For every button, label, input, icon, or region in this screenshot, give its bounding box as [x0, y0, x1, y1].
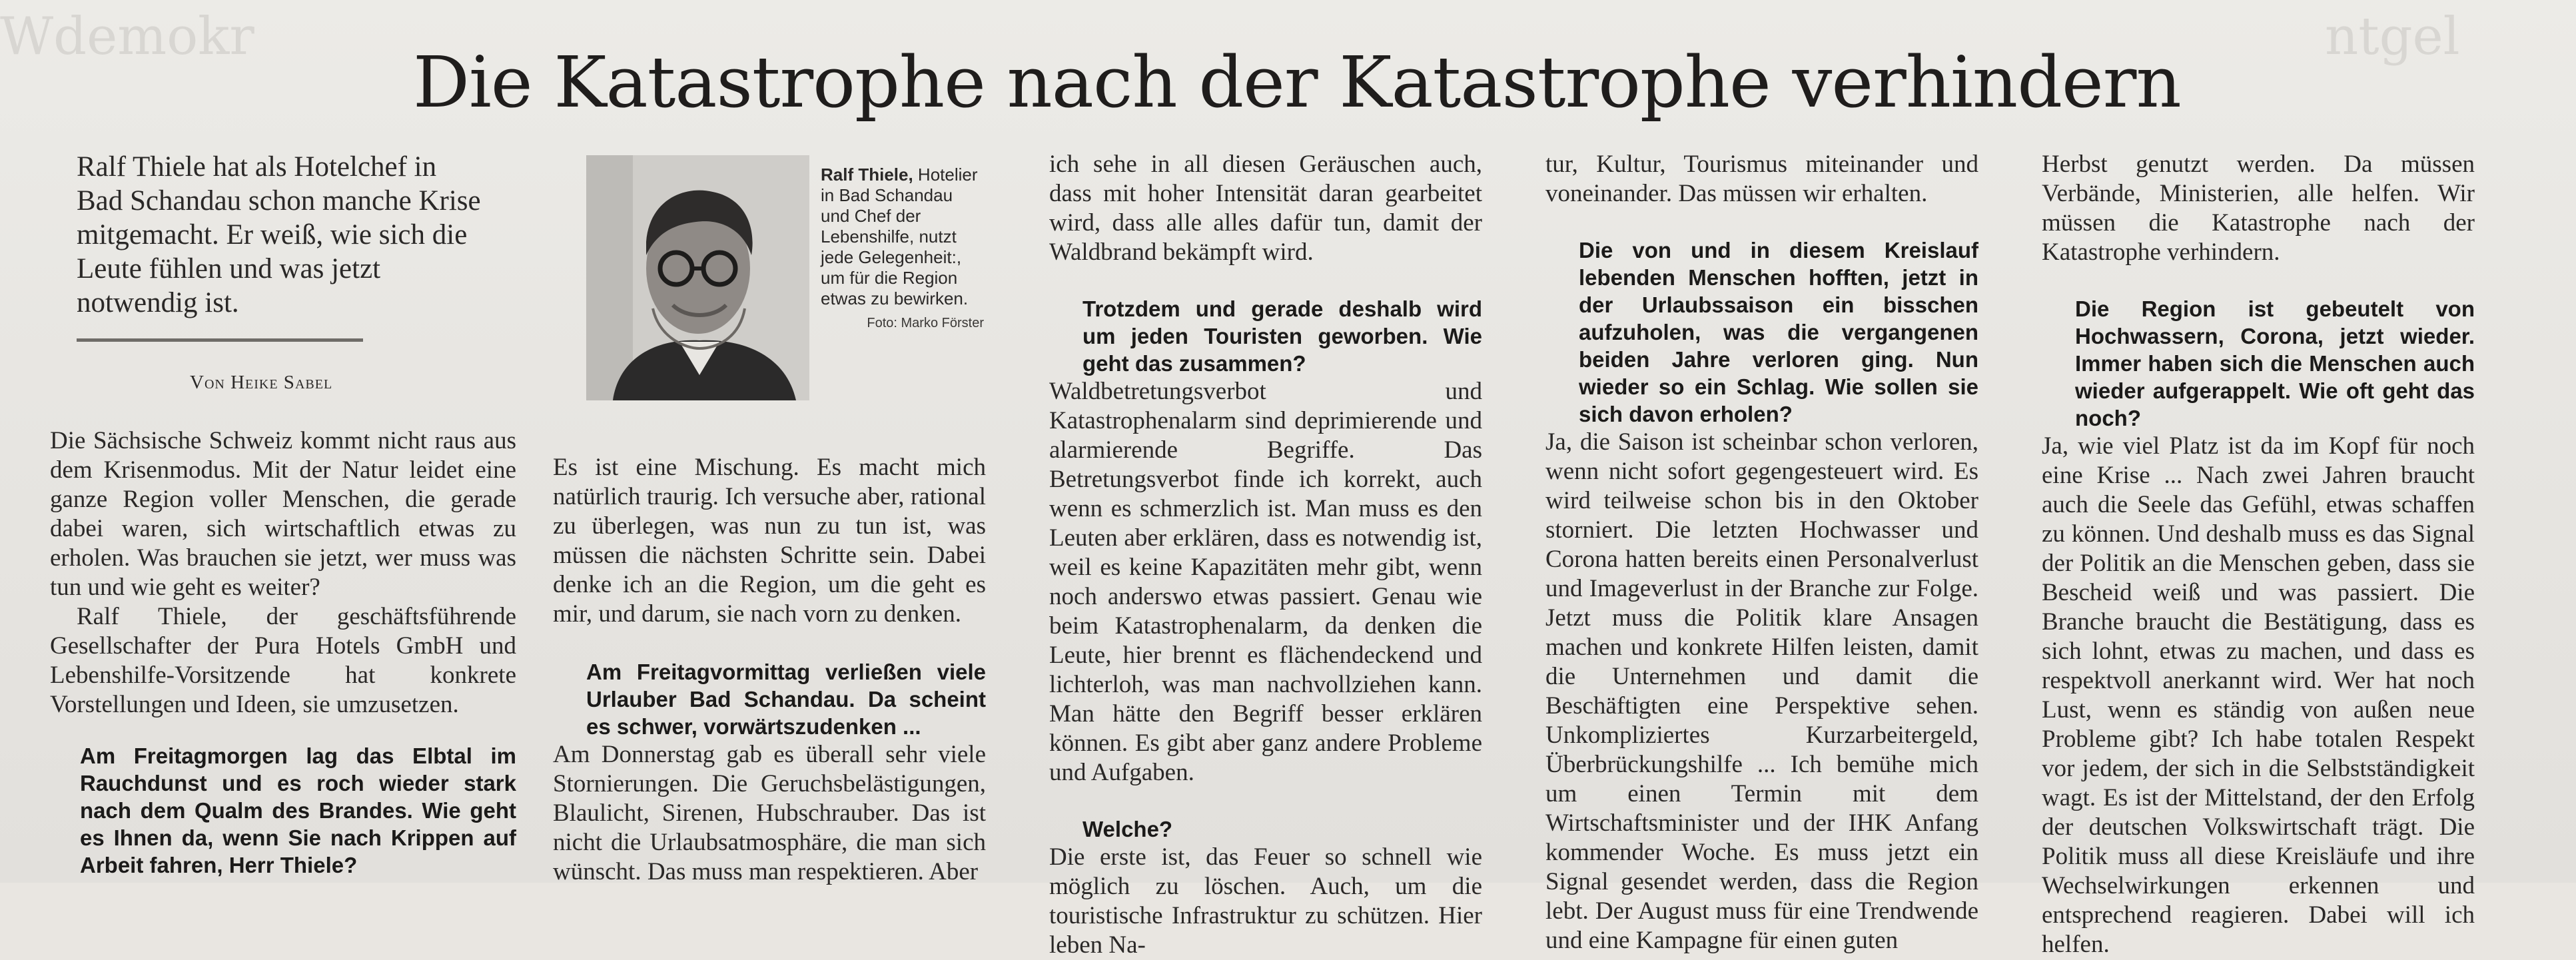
teaser-rule — [77, 338, 363, 342]
portrait-illustration — [586, 155, 809, 400]
interview-question: Die Region ist gebeutelt von Hochwassern, Corona, jetzt wieder. Immer haben sich die Menschen auch wieder aufgerappelt. Wie oft geht das noch? — [2075, 296, 2475, 430]
caption-text: Hotelier in Bad Schandau und Chef der Lebenshilfe, nutzt jede Gelegenheit:, um für die Region etwas zu bewirken. — [821, 165, 978, 308]
body-paragraph: tur, Kultur, Tourismus miteinander und voneinander. Das müssen wir erhalten. — [1545, 151, 1978, 207]
body-paragraph: Waldbetretungsverbot und Katastrophenalarm sind deprimierende und alarmierende Begriffe. Das Betretungsverbot finde ich korrekt, auch wenn es schmerzlich ist. Man muss es den Leuten aber erklären, dass es notwendig ist, weil es keine Kapazitäten mehr gibt, wenn noch anderswo etwas passiert. Genau wie beim Katastrophenalarm, da denken die Leute, hier brennt es flächendeckend und lichterloh, was man nachvollziehen kann. Man hätte den Begriff besser erklären können. Es gibt aber ganz andere Probleme und Aufgaben. — [1049, 378, 1482, 786]
portrait-photo — [586, 155, 809, 400]
interview-question: Am Freitagvormittag verließen viele Urlauber Bad Schandau. Da scheint es schwer, vorwärtszudenken ... — [586, 660, 986, 739]
body-paragraph: Ja, wie viel Platz ist da im Kopf für noch eine Krise ... Nach zwei Jahren braucht auch die Seele das Gefühl, etwas schaffen zu können. Und deshalb muss es das Signal der Politik an die Menschen geben, dass sie Bescheid weiß und was passiert. Die Branche braucht die Bestätigung, dass es sich lohnt, etwas zu machen, und dass es respektvoll anerkannt wird. Wer hat noch Lust, wenn es ständig von außen neue Probleme gibt? Ich habe totalen Respekt vor jedem, der sich in die Selbstständigkeit wagt. Es ist der Mittelstand, der den Erfolg der deutschen Volkswirtschaft trägt. Die Politik muss all diese Kreisläufe und ihre Wechselwirkungen erkennen und entsprechend reagieren. Dabei will ich helfen. — [2042, 432, 2475, 958]
body-paragraph: Die erste ist, das Feuer so schnell wie möglich zu löschen. Auch, um die touristische Infrastruktur zu schützen. Hier leben Na- — [1049, 843, 1482, 959]
teaser: Ralf Thiele hat als Hotelchef in Bad Schandau schon manche Krise mitgemacht. Er weiß, wie sich die Leute fühlen und was jetzt notwendig ist. — [77, 151, 481, 318]
body-paragraph: Ja, die Saison ist scheinbar schon verloren, wenn nicht sofort gegengesteuert wird. Es wird teilweise schon bis in den Oktober storniert. Die letzten Hochwasser und Corona hatten bereits einen Personalverlust und Imageverlust in der Branche zur Folge. Jetzt muss die Politik klare Ansagen machen und konkrete Hilfen leisten, damit die Unternehmen und damit die Beschäftigten eine Perspektive sehen. Unkompliziertes Kurzarbeitergeld, Überbrückungshilfe ... Ich bemühe mich um einen Termin mit dem Wirtschaftsminister und der IHK Anfang kommender Woche. Es muss jetzt ein Signal gesendet werden, dass die Region lebt. Der August muss für eine Trendwende und eine Kampagne für einen guten — [1545, 428, 1978, 954]
body-paragraph: Die Sächsische Schweiz kommt nicht raus aus dem Krisenmodus. Mit der Natur leidet eine ganze Region voller Menschen, die gerade dabei waren, sich wirtschaftlich etwas zu erholen. Was brauchen sie jetzt, wer muss was tun und wie geht es weiter? — [50, 427, 516, 601]
bleed-through-text-right: ntgel — [2325, 7, 2460, 67]
photo-caption — [821, 165, 984, 334]
column-5 — [2042, 150, 2475, 959]
headline: Die Katastrophe nach der Katastrophe verhindern — [413, 41, 2181, 123]
column-2 — [553, 453, 986, 887]
interview-question: Trotzdem und gerade deshalb wird um jeden Touristen geworben. Wie geht das zusammen? — [1082, 296, 1482, 376]
column-1 — [50, 426, 516, 879]
interview-question: Am Freitagmorgen lag das Elbtal im Rauchdunst und es roch wieder stark nach dem Qualm des Brandes. Wie geht es Ihnen da, wenn Sie nach Krippen auf Arbeit fahren, Herr Thiele? — [80, 743, 516, 877]
column-4 — [1545, 150, 1978, 955]
interview-question: Die von und in diesem Kreislauf lebenden Menschen hofften, jetzt in der Urlaubssaison ein bisschen aufzuholen, was die vergangenen beiden Jahre verloren ging. Nun wieder so ein Schlag. Wie sollen sie sich davon erholen? — [1579, 238, 1978, 426]
body-paragraph: Ralf Thiele, der geschäftsführende Gesellschafter der Pura Hotels GmbH und Lebenshilfe-Vorsitzende hat konkrete Vorstellungen und Ideen, sie umzusetzen. — [50, 603, 516, 718]
caption-name: Ralf Thiele, — [821, 165, 913, 185]
body-paragraph: Es ist eine Mischung. Es macht mich natürlich traurig. Ich versuche aber, rational zu überlegen, was nun zu tun ist, was müssen die nächsten Schritte sein. Dabei denke ich an die Region, um die geht es mir, und darum, sie nach vorn zu denken. — [553, 454, 986, 628]
body-paragraph: ich sehe in all diesen Geräuschen auch, dass mit hoher Intensität daran gearbeitet wird, dass alle alles dafür tun, damit der Waldbrand bekämpft wird. — [1049, 151, 1482, 266]
body-paragraph: Am Donnerstag gab es überall sehr viele Stornierungen. Die Geruchsbelästigungen, Blaulicht, Sirenen, Hubschrauber. Das ist nicht die Urlaubsatmosphäre, die man sich wünscht. Das muss man respektieren. Aber — [553, 741, 986, 885]
interview-question: Welche? — [1082, 817, 1173, 841]
column-3 — [1049, 150, 1482, 960]
body-paragraph: Herbst genutzt werden. Da müssen Verbände, Ministerien, alle helfen. Wir müssen die Katastrophe nach der Katastrophe verhindern. — [2042, 151, 2475, 266]
photo-credit: Foto: Marko Förster — [867, 316, 984, 330]
byline: Von Heike Sabel — [190, 372, 333, 393]
bleed-through-text-left: Wdemokr — [0, 7, 254, 67]
